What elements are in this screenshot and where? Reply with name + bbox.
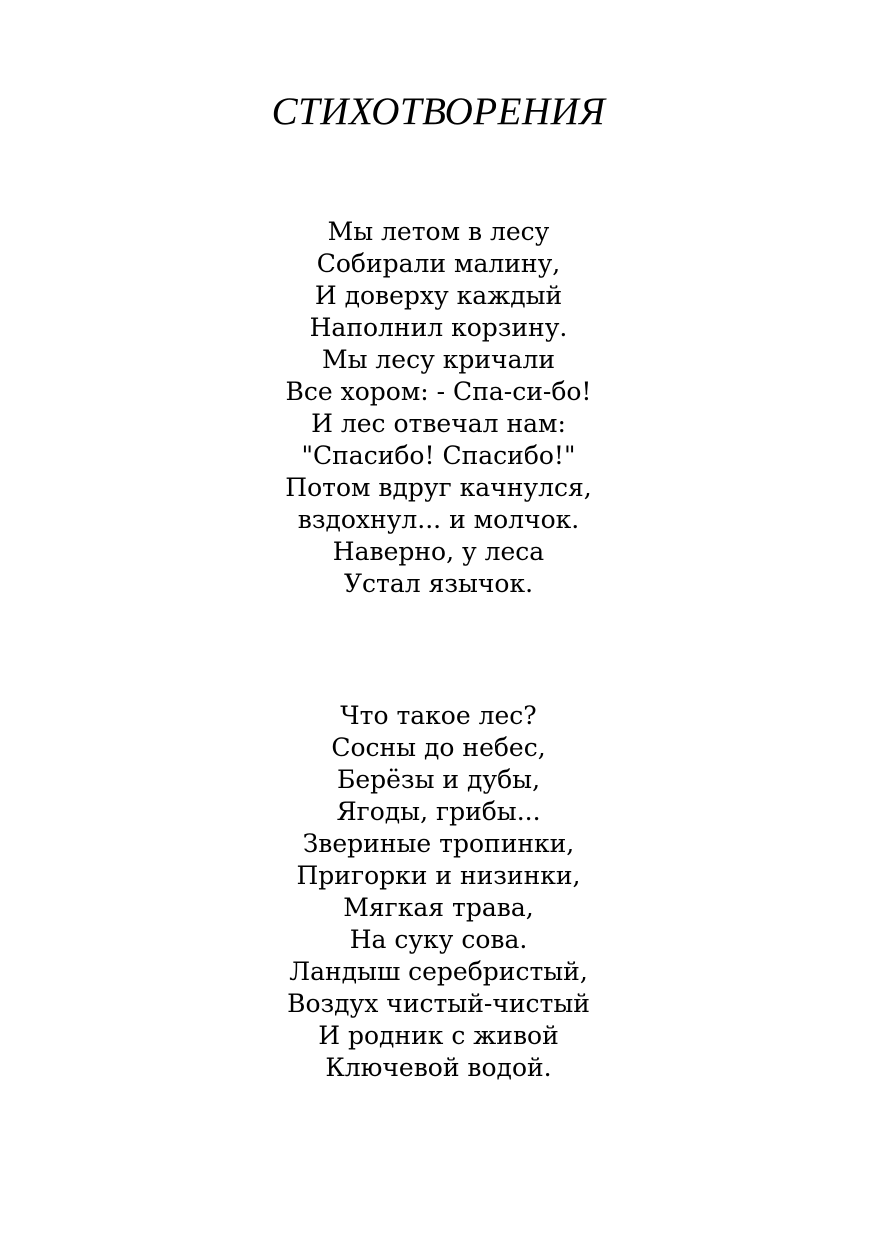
poem-line: Наверно, у леса	[332, 537, 545, 566]
poem-line: Все хором: - Спа-си-бо!	[285, 377, 592, 406]
poem-line: вздохнул... и молчок.	[297, 505, 580, 534]
poem-line: Наполнил корзину.	[309, 313, 568, 342]
poem-line: Собирали малину,	[316, 249, 561, 278]
poem-1	[0, 216, 877, 600]
poem-line: И родник с живой	[318, 1021, 559, 1050]
poem-line: На суку сова.	[349, 925, 528, 954]
poem-line: Устал язычок.	[343, 569, 534, 598]
poem-line: Сосны до небес,	[331, 733, 546, 762]
poem-line: Воздух чистый-чистый	[287, 989, 590, 1018]
poem-line: "Спасибо! Спасибо!"	[301, 441, 576, 470]
poem-line: Мы летом в лесу	[327, 217, 550, 246]
poem-line: Что такое лес?	[340, 701, 537, 730]
poem-line: Звериные тропинки,	[302, 829, 575, 858]
poem-line: Мягкая трава,	[343, 893, 534, 922]
poem-line: Потом вдруг качнулся,	[285, 473, 592, 502]
poem-2	[0, 700, 877, 1084]
poem-line: Берёзы и дубы,	[336, 765, 541, 794]
poem-line: И доверху каждый	[314, 281, 563, 310]
page-title: СТИХОТВОРЕНИЯ	[271, 90, 606, 133]
poem-line: И лес отвечал нам:	[311, 409, 566, 438]
poem-line: Мы лесу кричали	[321, 345, 556, 374]
poem-line: Ягоды, грибы...	[336, 797, 541, 826]
poem-line: Пригорки и низинки,	[296, 861, 581, 890]
poem-line: Ландыш серебристый,	[289, 957, 588, 986]
poem-line: Ключевой водой.	[325, 1053, 552, 1082]
